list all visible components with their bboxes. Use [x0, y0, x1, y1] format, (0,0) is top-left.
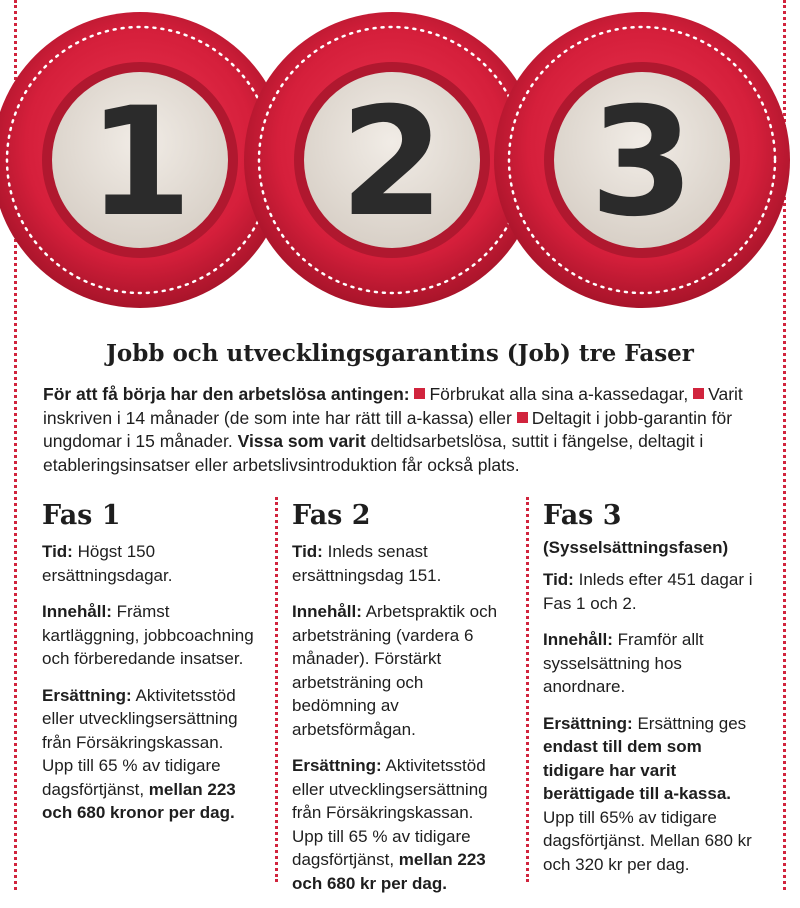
- phase-1-heading: Fas 1: [42, 500, 121, 531]
- phase-2-time: [292, 540, 506, 587]
- phase-2-compensation-amount: mellan 223 och 680 kr per dag.: [292, 850, 486, 893]
- phase-2-column: [292, 500, 506, 908]
- phase-3-heading: Fas 3: [543, 500, 622, 531]
- phase-3-subheading: (Sysselsättningsfasen): [543, 538, 729, 557]
- column-divider-2: [526, 497, 529, 882]
- column-divider-1: [275, 497, 278, 882]
- phase-1-time-label: Tid:: [42, 542, 73, 561]
- intro-item-3: Deltagit i jobb-garantin för ungdomar i 15 månader.: [43, 407, 733, 451]
- phase-1-content-text: Främst kartläggning, jobbcoachning och förberedande insatser.: [42, 602, 254, 668]
- phase-1-compensation: [42, 684, 254, 825]
- phase-1-column: [42, 500, 254, 838]
- phase-1-time-text: Högst 150 ersättningsdagar.: [42, 542, 173, 585]
- phase-3-content-text: Framför allt sysselsättning hos anordnare.: [543, 630, 704, 696]
- phase-2-time-text: Inleds senast ersättningsdag 151.: [292, 542, 442, 585]
- intro-item-2: Varit inskriven i 14 månader (de som inte har rätt till a-kassa) eller: [43, 384, 743, 428]
- numbered-circles: [0, 0, 800, 340]
- intro-rest: deltidsarbetslösa, suttit i fängelse, deltagit i etableringsinsatser eller arbetslivsintroduktion får också plats.: [43, 431, 704, 475]
- phase-1-content: [42, 600, 254, 671]
- phase-2-compensation: [292, 754, 506, 895]
- phase-3-content: [543, 628, 765, 699]
- phase-3-time: [543, 568, 765, 615]
- intro-paragraph: [43, 383, 763, 477]
- red-square-bullet-icon: [517, 412, 528, 423]
- red-square-bullet-icon: [693, 388, 704, 399]
- phase-3-content-label: Innehåll:: [543, 630, 613, 649]
- phase-1-compensation-amount: mellan 223 och 680 kronor per dag.: [42, 779, 236, 822]
- phase-3-compensation-label: Ersättning:: [543, 713, 633, 733]
- phase-2-time-label: Tid:: [292, 542, 323, 561]
- circle-3: [494, 12, 790, 308]
- circle-1-number: 1: [87, 76, 193, 250]
- intro-lead: För att få börja har den arbetslösa antingen:: [43, 384, 410, 404]
- phase-2-compensation-text: Aktivitetsstöd eller utvecklingsersättning från Försäkringskassan. Upp till 65 % av tidigare dagsförtjänst,: [292, 756, 488, 869]
- phase-1-compensation-label: Ersättning:: [42, 685, 132, 705]
- page-title: Jobb och utvecklingsgarantins (Job) tre Faser: [106, 340, 694, 367]
- phase-1-time: [42, 540, 254, 587]
- phase-2-content-label: Innehåll:: [292, 602, 362, 621]
- intro-bold: Vissa som varit: [237, 431, 366, 451]
- phase-3-compensation-text-pre: Ersättning ges: [637, 713, 747, 733]
- phase-2-heading: Fas 2: [292, 500, 371, 531]
- circle-3-number: 3: [589, 76, 695, 250]
- phase-3-time-label: Tid:: [543, 570, 574, 589]
- phase-3-compensation-text-post: Upp till 65% av tidigare dagsförtjänst. Mellan 680 kr och 320 kr per dag.: [543, 807, 752, 874]
- phase-3-compensation-condition: endast till dem som tidigare har varit berättigade till a-kassa.: [543, 737, 732, 803]
- phase-3-column: [543, 500, 765, 889]
- phase-3-compensation: [543, 712, 765, 877]
- red-square-bullet-icon: [414, 388, 425, 399]
- phase-2-compensation-label: Ersättning:: [292, 756, 382, 775]
- circle-2-number: 2: [339, 76, 445, 250]
- phase-2-content-text: Arbetspraktik och arbetsträning (vardera 6 månader). Förstärkt arbetsträning och bedömning av arbetsförmågan.: [292, 602, 498, 739]
- phase-3-time-text: Inleds efter 451 dagar i Fas 1 och 2.: [543, 570, 753, 613]
- phase-2-content: [292, 600, 506, 741]
- phase-1-compensation-text: Aktivitetsstöd eller utvecklingsersättning från Försäkringskassan. Upp till 65 % av tidigare dagsförtjänst,: [42, 685, 238, 799]
- phase-1-content-label: Innehåll:: [42, 602, 112, 621]
- intro-item-1: Förbrukat alla sina a-kassedagar,: [429, 384, 689, 404]
